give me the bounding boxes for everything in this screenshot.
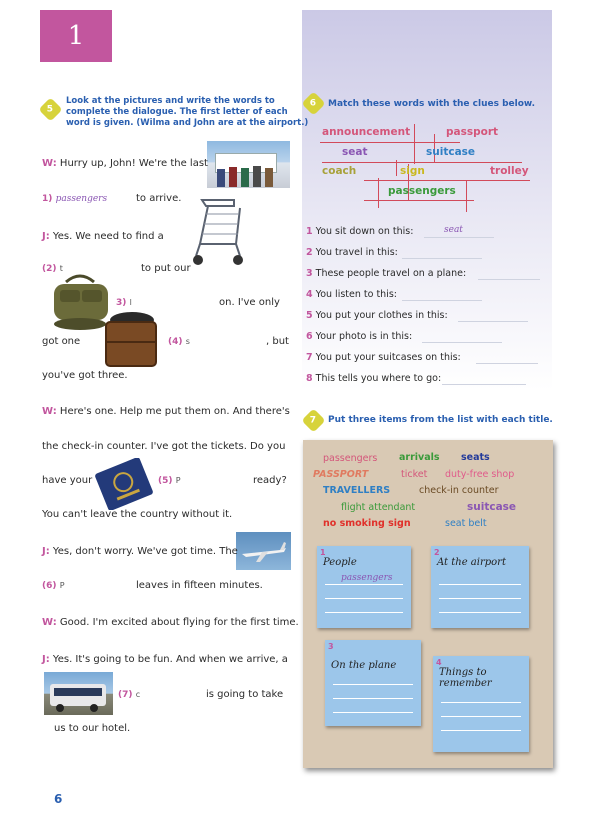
clue-2-line xyxy=(402,258,482,259)
grid-word-coach: coach xyxy=(322,165,357,177)
dialogue-gap-1: 1) passengers xyxy=(42,194,108,204)
dialogue-gap-3: 3) l xyxy=(116,298,132,308)
board-word-duty-free: duty-free shop xyxy=(445,469,515,480)
dialogue-line-4: W: Here's one. Help me put them on. And there's xyxy=(42,406,290,417)
clue-1: 1 You sit down on this: xyxy=(306,226,414,237)
suitcase-picture xyxy=(100,308,160,368)
exercise6-badge: 6 xyxy=(301,91,325,115)
board-word-arrivals: arrivals xyxy=(399,452,440,463)
dialogue-line-11: us to our hotel. xyxy=(54,723,131,734)
dialogue-gap-6-after: leaves in fifteen minutes. xyxy=(136,580,263,591)
grid-word-passport: passport xyxy=(446,126,499,138)
dialogue-gap-5: (5) P xyxy=(158,476,181,486)
board-word-check-in: check-in counter xyxy=(419,485,499,496)
coach-photo xyxy=(44,672,113,715)
clue-8: 8 This tells you where to go: xyxy=(306,373,442,384)
board-word-ticket: ticket xyxy=(401,469,428,480)
dialogue-gap-1-after: to arrive. xyxy=(136,193,182,204)
clue-5-line xyxy=(458,321,528,322)
board-word-no-smoking: no smoking sign xyxy=(323,518,411,529)
grid-word-sign: sign xyxy=(400,165,425,177)
dialogue-gap-4-after: , but xyxy=(266,336,289,347)
grid-word-passengers: passengers xyxy=(388,185,456,197)
dialogue-line-7: You can't leave the country without it. xyxy=(42,509,233,520)
page-number: 6 xyxy=(54,792,63,806)
exercise6-instruction: Match these words with the clues below. xyxy=(328,99,536,109)
dialogue-line-3b: you've got three. xyxy=(42,370,128,381)
board-word-suitcase: suitcase xyxy=(467,501,517,513)
exercise7-instruction: Put three items from the list with each title. xyxy=(328,415,553,425)
clue-5: 5 You put your clothes in this: xyxy=(306,310,448,321)
clue-2: 2 You travel in this: xyxy=(306,247,398,258)
board-word-seats: seats xyxy=(461,452,490,463)
dialogue-gap-4: (4) s xyxy=(168,337,190,347)
clue-1-line xyxy=(424,237,494,238)
plane-photo xyxy=(236,532,291,570)
word-board xyxy=(303,440,553,768)
dialogue-gap-7-after: is going to take xyxy=(206,689,284,700)
board-word-seat-belt: seat belt xyxy=(445,518,487,529)
dialogue-line-5: the check-in counter. I've got the tickets. Do you xyxy=(42,441,286,452)
dialogue-line-2: J: Yes. We need to find a xyxy=(42,231,164,242)
dialogue-line-9: W: Good. I'm excited about flying for the first time. xyxy=(42,617,299,628)
dialogue-line-8: J: Yes, don't worry. We've got time. The xyxy=(42,546,238,557)
dialogue-gap-3-after: on. I've only xyxy=(219,297,280,308)
passport-picture xyxy=(92,458,156,510)
clue-8-line xyxy=(442,384,526,385)
exercise5-instruction: Look at the pictures and write the words to complete the dialogue. The first letter of each word is given. (Wilma and John are at the airport.) xyxy=(66,96,309,128)
dialogue-gap-2: (2) t xyxy=(42,264,63,274)
dialogue-line-3a: got one xyxy=(42,336,81,347)
dialogue-gap-6: (6) P xyxy=(42,581,65,591)
board-word-travellers: TRAVELLERS xyxy=(323,485,391,496)
clue-3: 3 These people travel on a plane: xyxy=(306,268,467,279)
note-people: 1 People passengers xyxy=(317,546,411,628)
note-at-the-airport: 2 At the airport xyxy=(431,546,529,628)
grid-word-suitcase: suitcase xyxy=(426,146,476,158)
note-things-to-remember: 4 Things to remember xyxy=(433,656,529,752)
exercise7-badge: 7 xyxy=(301,408,325,432)
clue-4-line xyxy=(402,300,482,301)
board-word-flight-attendant: flight attendant xyxy=(341,502,416,513)
clue-3-line xyxy=(478,279,540,280)
clue-6-line xyxy=(422,342,502,343)
dialogue-line-1: W: Hurry up, John! We're the last xyxy=(42,158,208,169)
dialogue-line-10: J: Yes. It's going to be fun. And when we arrive, a xyxy=(42,654,288,665)
board-word-passengers: passengers xyxy=(323,453,378,464)
dialogue-gap-5-after: ready? xyxy=(253,475,287,486)
grid-word-trolley: trolley xyxy=(490,165,529,177)
board-word-passport: PASSPORT xyxy=(313,469,369,480)
dialogue-gap-7: (7) c xyxy=(118,690,141,700)
trolley-picture xyxy=(188,196,246,270)
note-people-example: passengers xyxy=(341,573,393,583)
dialogue-gap-2-after: to put our xyxy=(141,263,191,274)
unit-number-badge: 1 xyxy=(40,10,112,62)
word-grid xyxy=(316,120,546,216)
grid-word-announcement: announcement xyxy=(322,126,411,138)
exercise5-badge: 5 xyxy=(38,97,62,121)
clue-7: 7 You put your suitcases on this: xyxy=(306,352,461,363)
clue-6: 6 Your photo is in this: xyxy=(306,331,413,342)
note-on-the-plane: 3 On the plane xyxy=(325,640,421,726)
clue-4: 4 You listen to this: xyxy=(306,289,397,300)
grid-word-seat: seat xyxy=(342,146,368,158)
clue-7-line xyxy=(476,363,538,364)
clue-1-answer: seat xyxy=(444,225,463,235)
passengers-photo xyxy=(207,141,290,188)
dialogue-line-6: have your xyxy=(42,475,93,486)
